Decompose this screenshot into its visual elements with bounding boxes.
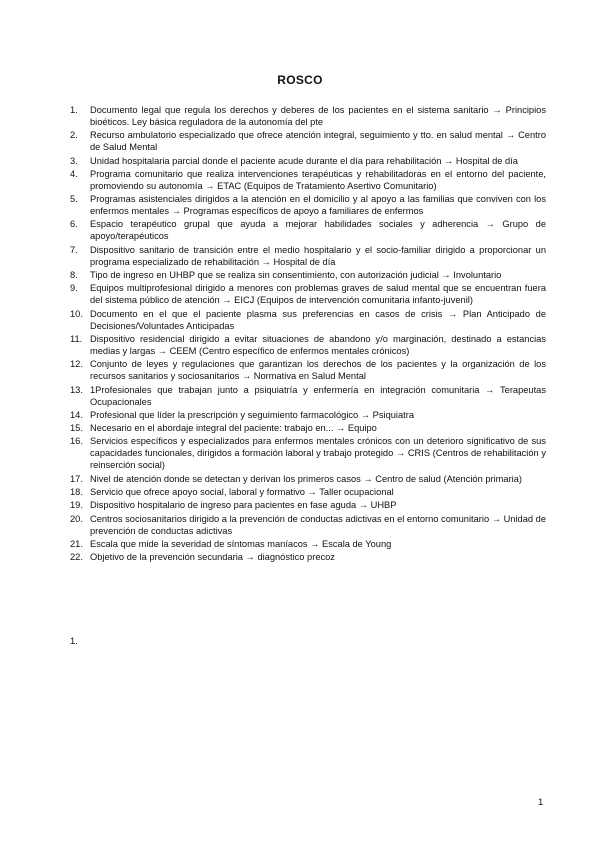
list-item bbox=[70, 422, 546, 434]
list-item bbox=[70, 282, 546, 306]
list-item-text: Dispositivo sanitario de transición entre el medio hospitalario y el socio-familiar dirigido a proporcionar un programa especializado de rehabilitación → Hospital de día bbox=[90, 244, 546, 267]
list-item-number: 15. bbox=[70, 423, 83, 434]
list-item bbox=[70, 308, 546, 332]
list-item bbox=[70, 409, 546, 421]
list-item bbox=[70, 333, 546, 357]
list-item bbox=[70, 269, 546, 281]
list-item bbox=[70, 358, 546, 382]
list-item-text: Centros sociosanitarios dirigido a la prevención de conductas adictivas en el entorno comunitario → Unidad de prevención de conductas adictivas bbox=[90, 513, 546, 536]
list-item-number: 14. bbox=[70, 409, 83, 420]
list-item bbox=[70, 384, 546, 408]
list-item bbox=[70, 129, 546, 153]
list-item-number: 17. bbox=[70, 473, 83, 484]
list-item bbox=[70, 538, 546, 550]
list-item-number: 1. bbox=[70, 105, 78, 115]
list-item-number: 7. bbox=[70, 244, 78, 255]
list-item-text: Equipos multiprofesional dirigido a menores con problemas graves de salud mental que se encuentran fuera del sistema público de atención → EICJ (Equipos de intervención comunitaria infanto-juvenil) bbox=[90, 283, 546, 306]
list-item-number: 2. bbox=[70, 130, 78, 141]
list-item-text: Tipo de ingreso en UHBP que se realiza sin consentimiento, con autorización judicial → Involuntario bbox=[90, 270, 502, 281]
empty-list-item-number: 1. bbox=[70, 636, 78, 646]
list-item-text: Unidad hospitalaria parcial donde el paciente acude durante el día para rehabilitación → Hospital de día bbox=[90, 155, 518, 166]
list-item-text: Necesario en el abordaje integral del paciente: trabajo en... → Equipo bbox=[90, 423, 377, 434]
page-number: 1 bbox=[538, 797, 544, 808]
numbered-list bbox=[70, 104, 546, 565]
list-item-text: Servicio que ofrece apoyo social, laboral y formativo → Taller ocupacional bbox=[90, 487, 394, 498]
list-item bbox=[70, 499, 546, 511]
list-item-text: Servicios específicos y especializados para enfermos mentales crónicos con un deterioro significativo de sus capacidades funcionales, dirigidos a formación laboral y trabajo protegido → CRIS (Centros de rehabilitación y reinserción social) bbox=[90, 436, 546, 471]
list-item-number: 11. bbox=[70, 333, 83, 344]
list-item-text: 1Profesionales que trabajan junto a psiquiatría y enfermería en integración comunitaria → Terapeutas Ocupacionales bbox=[90, 384, 546, 407]
list-item-number: 10. bbox=[70, 308, 83, 319]
list-item bbox=[70, 168, 546, 192]
list-item bbox=[70, 218, 546, 242]
list-item-number: 21. bbox=[70, 538, 83, 549]
list-item-number: 22. bbox=[70, 552, 83, 563]
list-item-text: Espacio terapéutico grupal que ayuda a mejorar habilidades sociales y adherencia → Grupo de apoyo/terapéuticos bbox=[90, 219, 546, 242]
list-item-text: Recurso ambulatorio especializado que ofrece atención integral, seguimiento y tto. en salud mental → Centro de Salud Mental bbox=[90, 130, 546, 153]
list-item-number: 6. bbox=[70, 219, 78, 230]
list-item bbox=[70, 486, 546, 498]
list-item bbox=[70, 551, 546, 563]
list-item-number: 5. bbox=[70, 194, 78, 205]
list-item-number: 18. bbox=[70, 487, 83, 498]
list-item-text: Objetivo de la prevención secundaria → diagnóstico precoz bbox=[90, 552, 335, 563]
list-item-text: Programa comunitario que realiza intervenciones terapéuticas y rehabilitadoras en el entorno del paciente, promoviendo su autonomía → ETAC (Equipos de Tratamiento Asertivo Comunitario) bbox=[90, 168, 546, 191]
list-item-number: 20. bbox=[70, 513, 83, 524]
list-item-text: Dispositivo residencial dirigido a evitar situaciones de abandono y/o marginación, destinado a estancias medias y largas → CEEM (Centro específico de enfermos mentales crónicos) bbox=[90, 333, 546, 356]
list-item-text: Escala que mide la severidad de síntomas maníacos → Escala de Young bbox=[90, 538, 392, 549]
list-item-number: 9. bbox=[70, 283, 78, 294]
list-item-text: Conjunto de leyes y regulaciones que garantizan los derechos de los pacientes y la organización de los recursos sanitarios y sociosanitarios → Normativa en Salud Mental bbox=[90, 359, 546, 382]
list-item-number: 8. bbox=[70, 270, 78, 281]
list-item-text: Documento legal que regula los derechos y deberes de los pacientes en el sistema sanitario → Principios bioéticos. Ley básica reguladora de la autonomía del pte bbox=[90, 105, 546, 127]
list-item bbox=[70, 193, 546, 217]
list-item-text: Profesional que líder la prescripción y seguimiento farmacológico → Psiquiatra bbox=[90, 409, 415, 420]
list-item-number: 19. bbox=[70, 500, 83, 511]
list-item-number: 12. bbox=[70, 359, 83, 370]
list-item-text: Documento en el que el paciente plasma sus preferencias en casos de crisis → Plan Anticipado de Decisiones/Voluntades Anticipadas bbox=[90, 308, 546, 331]
list-item-number: 4. bbox=[70, 168, 78, 179]
list-item-number: 16. bbox=[70, 436, 83, 447]
list-item bbox=[70, 244, 546, 268]
list-item-number: 13. bbox=[70, 384, 83, 395]
list-item-text: Nivel de atención donde se detectan y derivan los primeros casos → Centro de salud (Atención primaria) bbox=[90, 473, 523, 484]
list-item bbox=[70, 513, 546, 537]
list-item bbox=[70, 435, 546, 471]
page-title: ROSCO bbox=[277, 73, 323, 87]
list-item bbox=[70, 104, 546, 128]
list-item-number: 3. bbox=[70, 155, 78, 166]
list-item-text: Dispositivo hospitalario de ingreso para pacientes en fase aguda → UHBP bbox=[90, 500, 397, 511]
list-item bbox=[70, 155, 546, 167]
list-item-text: Programas asistenciales dirigidos a la atención en el domicilio y al apoyo a las familias que conviven con los enfermos mentales → Programas específicos de apoyo a familiares de enfermos bbox=[90, 194, 546, 217]
list-item bbox=[70, 473, 546, 485]
